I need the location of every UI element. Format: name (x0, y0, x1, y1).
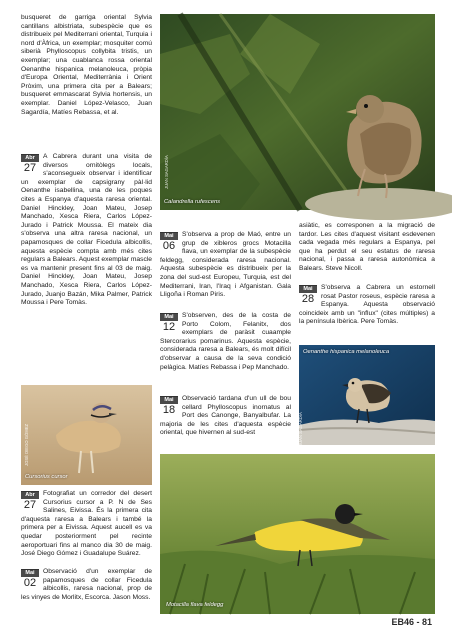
oenanthe-photo (299, 345, 435, 445)
date-badge: Mai 18 (160, 396, 178, 416)
date-badge: Abr 27 (21, 491, 39, 511)
photo-credit: JUAN SAGARDÍA (298, 412, 303, 446)
entry-text: Observació tardana d'un ull de bou cellard Phylloscopus inornatus al Port des Canonge, Banyalbufar. La majoria de les cites d'aquesta espècie oriental, que hivernen al sud-est (160, 395, 291, 437)
entry-abr-27-cursorius (21, 490, 152, 559)
entry-mai-28 (299, 284, 435, 327)
photo-credit: JOSÉ DIEGO GÓMEZ (24, 423, 29, 466)
photo-caption: Cursorius cursor (25, 474, 68, 480)
calandrella-photo (160, 14, 435, 210)
date-badge: Mai 28 (299, 285, 317, 305)
entry-text: A Cabrera durant una visita de diversos ornitòlegs locals, s'aconsegueix observar i identificar un exemplar de capsigrany pàl·lid Oenanthe isabellina, una de les poques cites a Espanya d'aquesta raresa oriental. Daniel Hinckley, Joan Mateu, Josep Manchado, Xesca Riera, Carlos López-Jurado i Patrick Moussa. El mateix dia s'observa una altra raresa nacional, un papamosques de collar Ficedula albicollis, aquesta espècie compta amb més cites regulars a Balears. Aquest exemplar mascle es va mantenir present fins al 03 de maig. Daniel Hinckley, Joan Mateu, Josep Manchado, Xesca Riera, Carlos López-Jurado, Juanjo Bazán, Mika Palmer, Patrick Moussa i Pere Tomàs. (21, 153, 152, 307)
entry-mai-06 (160, 231, 291, 300)
entry-text: S'observa a Cabrera un estornell rosat Pastor roseus, espècie raresa a Espanya. Aquesta observació coincideix amb un "influx" (cites múltiples) a la península Ibèrica. Pere Tomàs. (299, 284, 435, 326)
date-badge: Mai 12 (160, 313, 178, 333)
entry-mai-18 (160, 395, 291, 438)
article-paragraph: busqueret de garriga oriental Sylvia cantillans albistriata, subespècie que es distribueix pel Mediterrani oriental, Turquia i nord d'Àfrica, un exemplar; mosquiter comú siberià Phylloscopus collybita tristis, un exemplar; una cuablanca rossa oriental Oenanthe hispanica melanoleuca, pròpia d'Europa Oriental, Mediterrània i Orient Pròxim, una primera cita per a Balears; busqueret emmascarat Sylvia hortensis, un exemplar. Daniel López-Velasco, Juan Sagardía, Matíes Rebassa, et al. (21, 14, 152, 116)
entry-mai-12 (160, 312, 291, 372)
photo-caption: Motacilla flava feldegg (166, 602, 224, 608)
entry-text: Fotografiat un corredor del desert Cursorius cursor a P. N de Ses Salines, Eivissa. És la primera cita d'aquesta raresa a Balears i també la primera per a Eivissa. Aquest aucell es va quedar posteriorment pel recinte aeroportuari fins al manco dia 30 de maig. José Diego Gómez i Guadalupe Suárez. (21, 490, 152, 558)
cursorius-photo (21, 385, 152, 485)
page-number: EB46 - 81 (391, 617, 432, 627)
date-badge: Abr 27 (21, 154, 39, 174)
photo-caption: Oenanthe hispanica melanoleuca (303, 349, 390, 355)
photo-caption: Calandrella rufescens (164, 199, 221, 205)
date-badge: Mai 06 (160, 232, 178, 252)
entry-text: S'observa a prop de Maó, entre un grup de xibleros grocs Motacilla flava, un exemplar de la subespècie feldegg, considerada raresa nacional. Aquesta subespècie es distribueix per la zona del sud-est Europeu, Turquia, est del Mediterrani, Iran, l'Iraq i Afganistan. Gala Lligoña i Roman Piris. (160, 231, 291, 299)
motacilla-photo (160, 454, 435, 614)
date-badge: Mai 02 (21, 569, 39, 589)
entry-text: S'observen, des de la costa de Porto Colom, Felanitx, dos exemplars de paràsit cuaample Stercorarius pomarinus. Aquesta espècie, considerada raresa a Balears, és molt difícil d'observar a causa de la seva condició pelàgica. Matíes Rebassa i Pep Manchado. (160, 312, 291, 371)
entry-abr-27-isabellina (21, 153, 152, 308)
entry-text: Observació d'un exemplar de papamosques de collar Ficedula albicollis, raresa nacional, prop de les vinyes de Morlitx, Escorca. Jason Moss. (21, 568, 152, 601)
entry-mai-02 (21, 568, 152, 602)
article-paragraph: asiàtic, es corresponen a la migració de tardor. Les cites d'aquest visitant esdevenen cada vegada més regulars a Espanya, pel que ha perdut el seu estatus de raresa nacional, i passa a raresa autonòmica a Balears. Steve Nicoll. (299, 222, 435, 272)
photo-credit: JUAN SAGARDÍA (164, 155, 169, 189)
